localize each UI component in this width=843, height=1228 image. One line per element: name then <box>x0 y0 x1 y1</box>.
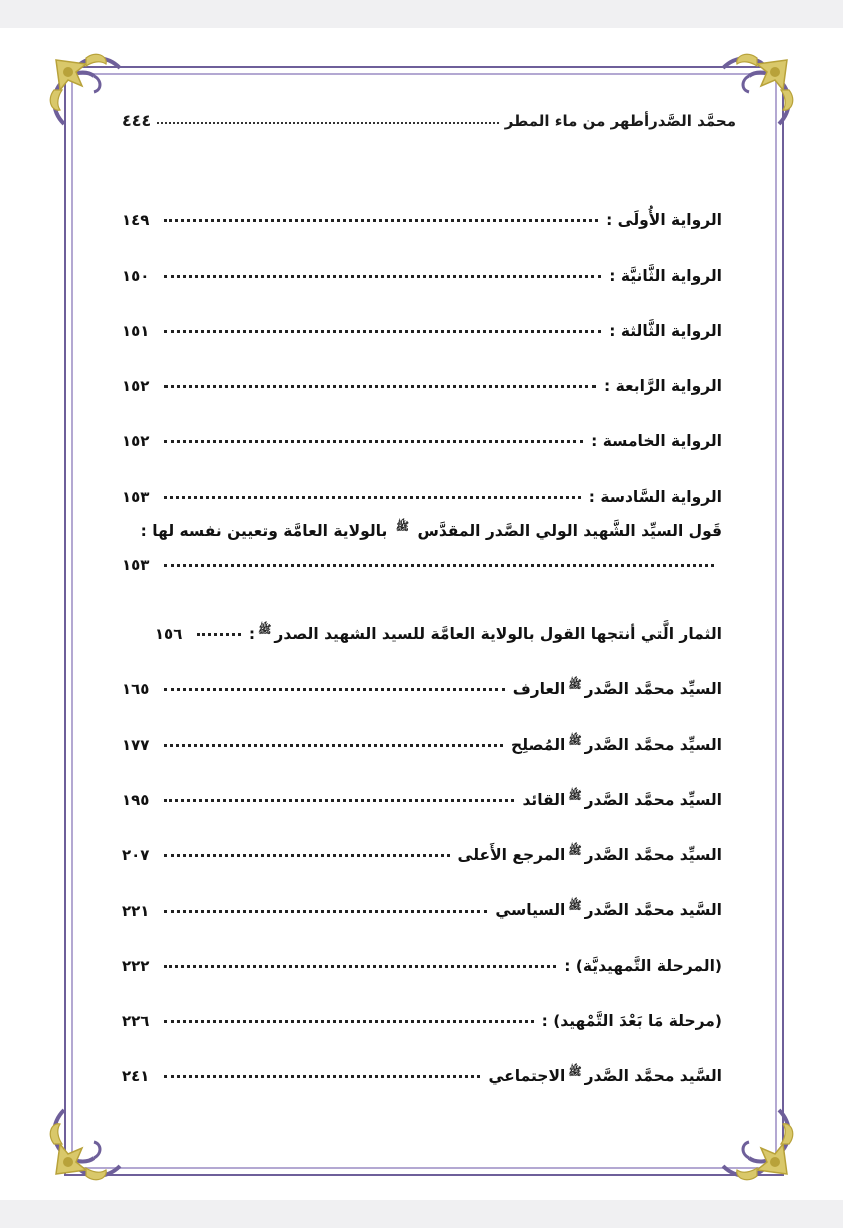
toc-leader-dots <box>164 385 596 388</box>
toc-entry <box>122 340 722 395</box>
toc-entry-title: قَول السيِّد الشَّهيد الولي الصَّدر المقدَّس $^ﷺ$ بالولاية العامَّة وتعيين نفسه لها : <box>140 519 722 540</box>
toc-entry-title: السيِّد محمَّد الصَّدر$^ﷺ$المُصلِح <box>511 733 722 754</box>
toc-leader-dots <box>164 564 714 567</box>
toc-entry <box>122 920 722 975</box>
toc-entry <box>122 643 722 698</box>
toc-leader-dots <box>164 688 505 691</box>
toc-entry <box>122 864 722 919</box>
toc-entry <box>122 975 722 1030</box>
toc-entry-title: السيِّد محمَّد الصَّدر$^ﷺ$العارف <box>512 678 722 699</box>
honorific-symbol: ﷺ <box>258 622 272 636</box>
honorific-symbol: ﷺ <box>568 733 582 747</box>
corner-ornament-icon <box>46 1092 138 1184</box>
toc-leader-dots <box>164 330 601 333</box>
header-page-number: ٤٤٤ <box>122 111 152 130</box>
toc-entry-page: ١٥٠ <box>122 266 150 285</box>
toc-leader-dots <box>164 1020 534 1023</box>
toc-entry <box>122 450 722 505</box>
toc-entry-title: الرواية الأُولَى : <box>606 211 722 230</box>
toc-entry-page: ٢٠٧ <box>122 846 150 865</box>
toc-leader-dots <box>164 799 514 802</box>
toc-leader-dots <box>197 633 241 636</box>
toc-entry <box>122 506 722 588</box>
toc-entry <box>122 754 722 809</box>
toc-entry-title: الرواية الخامسة : <box>591 432 722 451</box>
toc-entry-title: الرواية الثَّالثة : <box>609 321 722 340</box>
toc-leader-dots <box>164 854 450 857</box>
toc-entry-page: ١٩٥ <box>122 790 150 809</box>
toc-leader-dots <box>164 440 583 443</box>
header-leader-dots <box>157 122 498 124</box>
honorific-symbol: ﷺ <box>568 844 582 858</box>
honorific-symbol: ﷺ <box>395 519 410 533</box>
toc-entry <box>122 809 722 864</box>
toc-entry-title: الرواية السَّادسة : <box>588 487 722 506</box>
toc-entry <box>122 395 722 450</box>
honorific-symbol: ﷺ <box>568 899 582 913</box>
running-header <box>122 100 736 130</box>
toc-leader-dots <box>164 910 487 913</box>
toc-entry-page: ١٥٢ <box>122 377 150 396</box>
toc-entry-continuation <box>122 548 722 574</box>
toc-entry-page: ١٥٣ <box>122 555 150 574</box>
honorific-symbol: ﷺ <box>568 788 582 802</box>
page <box>0 28 843 1200</box>
table-of-contents <box>122 174 722 1085</box>
honorific-symbol: ﷺ <box>568 678 582 692</box>
toc-leader-dots <box>164 496 581 499</box>
toc-entry-page: ٢٢٦ <box>122 1012 150 1031</box>
toc-entry <box>122 229 722 284</box>
header-title: محمَّد الصَّدرأطهر من ماء المطر <box>504 112 736 130</box>
toc-entry-title: (المرحلة التَّمهيديَّة) : <box>564 956 722 975</box>
toc-entry-page: ٢٢٢ <box>122 956 150 975</box>
toc-entry <box>122 1030 722 1085</box>
toc-entry-title: السَّيد محمَّد الصَّدر$^ﷺ$الاجتماعي <box>488 1065 722 1086</box>
toc-entry-page: ١٥١ <box>122 321 150 340</box>
toc-entry <box>122 588 722 643</box>
toc-entry <box>122 698 722 753</box>
toc-leader-dots <box>164 275 601 278</box>
toc-leader-dots <box>164 219 598 222</box>
toc-entry-title: الرواية الثَّانيَّة : <box>609 266 722 285</box>
toc-entry-title: السيِّد محمَّد الصَّدر$^ﷺ$المرجع الأَعلى <box>457 844 722 865</box>
toc-entry-page: ١٥٣ <box>122 487 150 506</box>
toc-leader-dots <box>164 744 503 747</box>
toc-entry-page: ١٥٦ <box>154 625 183 644</box>
toc-entry-page: ٢٤١ <box>122 1067 150 1086</box>
corner-ornament-icon <box>705 1092 797 1184</box>
toc-entry-page: ١٦٥ <box>122 680 150 699</box>
toc-leader-dots <box>164 1075 480 1078</box>
toc-entry-title: الثمار الَّتي أنتجها القول بالولاية العامَّة للسيد الشهيد الصدر$^ﷺ$: <box>248 622 722 644</box>
toc-entry-title: السيِّد محمَّد الصَّدر$^ﷺ$القائد <box>522 788 722 809</box>
toc-entry <box>122 174 722 229</box>
toc-entry-page: ١٧٧ <box>122 735 150 754</box>
toc-entry-page: ١٤٩ <box>122 211 150 230</box>
toc-leader-dots <box>164 965 556 968</box>
toc-entry-title: (مرحلة مَا بَعْدَ التَّمْهيد) : <box>541 1012 722 1031</box>
honorific-symbol: ﷺ <box>568 1065 582 1079</box>
toc-entry-page: ٢٢١ <box>122 901 150 920</box>
toc-entry-title: الرواية الرَّابعة : <box>604 377 722 396</box>
toc-entry-title: السَّيد محمَّد الصَّدر$^ﷺ$السياسي <box>495 899 722 920</box>
toc-entry <box>122 285 722 340</box>
toc-entry-page: ١٥٢ <box>122 432 150 451</box>
